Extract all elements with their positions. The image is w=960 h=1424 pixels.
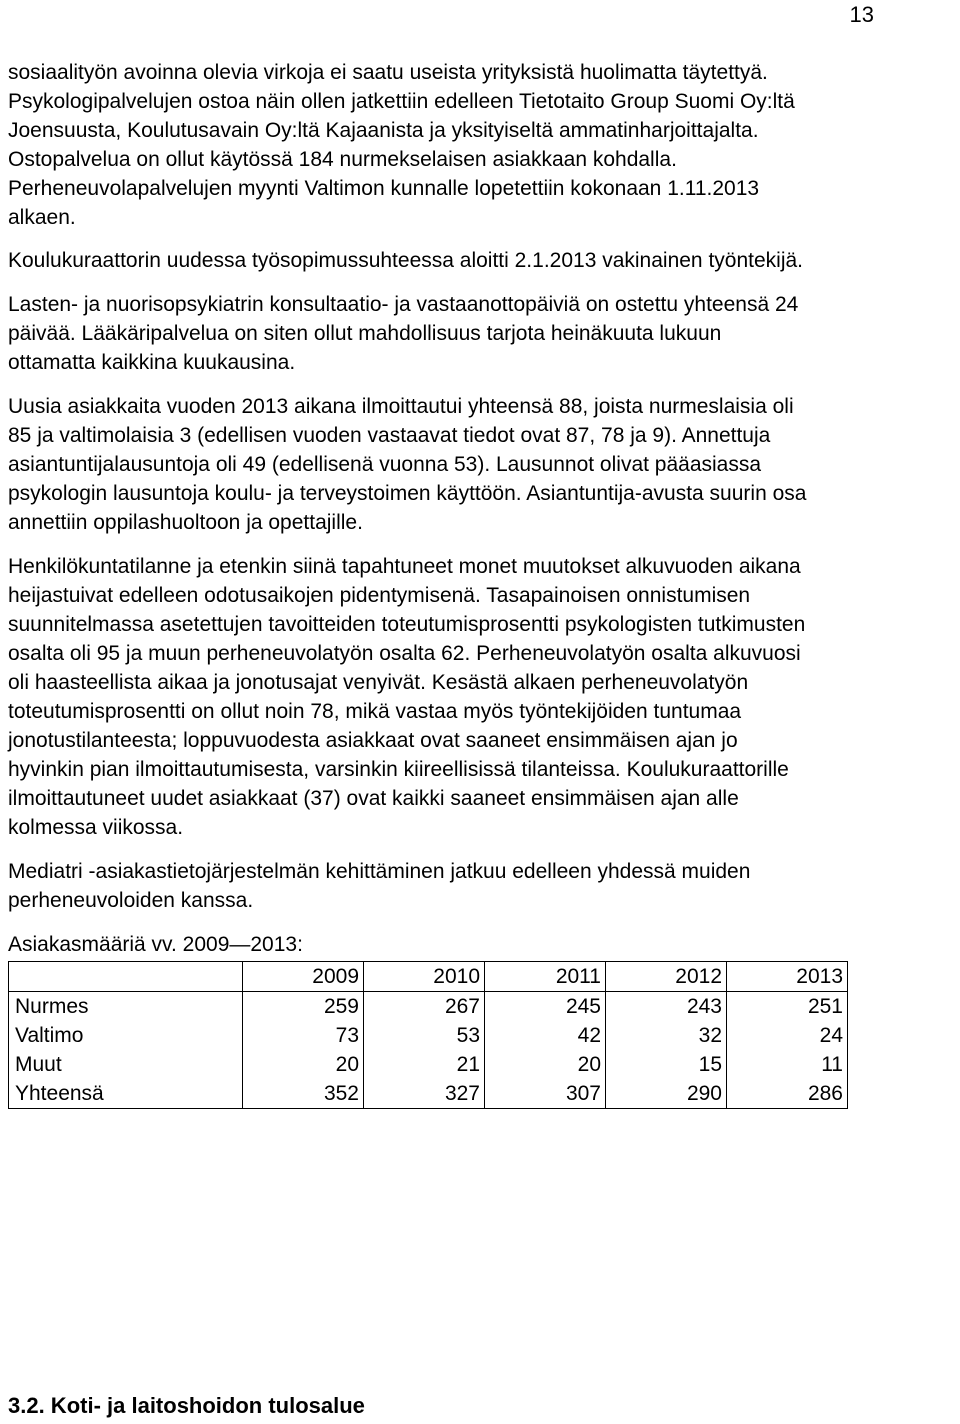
year-header: 2009 (243, 962, 364, 992)
table-cell: 352 (243, 1079, 364, 1109)
table-cell: 53 (364, 1021, 485, 1050)
table-header-row (9, 962, 848, 992)
table-cell: 259 (243, 992, 364, 1022)
table-cell: 251 (727, 992, 848, 1022)
table-row (9, 992, 848, 1022)
row-label: Valtimo (9, 1021, 243, 1050)
table-cell: 11 (727, 1050, 848, 1079)
table-row (9, 1079, 848, 1109)
paragraph-psychiatry-consultation: Lasten- ja nuorisopsykiatrin konsultaatio- ja vastaanottopäiviä on ostettu yhteensä 24 päivää. Lääkäripalvelua on siten ollut mahdollisuus tarjota heinäkuuta lukuun ottamatta kaikkina kuukausina. (8, 293, 799, 374)
paragraph-staffing: Henkilökuntatilanne ja etenkin siinä tapahtuneet monet muutokset alkuvuoden aikana heijastuivat edelleen odotusaikojen pidentymisenä. Tasapainoisen onnistumisen suunnitelmassa asetettujen tavoitteiden toteutumisprosentti psykologisten tutkimusten osalta oli 95 ja muun perheneuvolatyön osalta 62. Perheneuvolatyön osalta alkuvuosi oli haasteellista aikaa ja jonotusajat venyivät. Kesästä alkaen perheneuvolatyön toteutumisprosentti on ollut noin 78, mikä vastaa myös työntekijöiden tuntumaa jonotustilanteesta; loppuvuodesta asiakkaat ovat saaneet ensimmäisen ajan jo hyvinkin pian ilmoittautumisesta, varsinkin kiireellisissä tilanteissa. Koulukuraattorille ilmoittautuneet uudet asiakkaat (37) ovat kaikki saaneet ensimmäisen ajan alle kolmessa viikossa. (8, 555, 806, 839)
table-cell: 20 (243, 1050, 364, 1079)
document-body (8, 58, 956, 1109)
paragraph-psychology-services: sosiaalityön avoinna olevia virkoja ei saatu useista yrityksistä huolimatta täytettyä. Psykologipalvelujen ostoa näin ollen jatkettiin edelleen Tietotaito Group Suomi Oy:ltä Joensuusta, Koulutusavain Oy:ltä Kajaanista ja yksityiseltä ammatinharjoittajalta. Ostopalvelua on ollut käytössä 184 nurmekselaisen asiakkaan kohdalla. Perheneuvolapalvelujen myynti Valtimon kunnalle lopetettiin kokonaan 1.11.2013 alkaen. (8, 61, 795, 229)
year-header: 2012 (606, 962, 727, 992)
table-cell: 21 (364, 1050, 485, 1079)
table-cell: 286 (727, 1079, 848, 1109)
row-label: Nurmes (9, 992, 243, 1022)
table-cell: 327 (364, 1079, 485, 1109)
table-cell: 15 (606, 1050, 727, 1079)
table-caption: Asiakasmääriä vv. 2009—2013: (8, 933, 303, 956)
row-label: Yhteensä (9, 1079, 243, 1109)
table-cell: 24 (727, 1021, 848, 1050)
table-cell: 32 (606, 1021, 727, 1050)
table-cell: 290 (606, 1079, 727, 1109)
table-cell: 307 (485, 1079, 606, 1109)
year-header: 2010 (364, 962, 485, 992)
table-cell: 73 (243, 1021, 364, 1050)
year-header: 2011 (485, 962, 606, 992)
paragraph-school-curator: Koulukuraattorin uudessa työsopimussuhteessa aloitti 2.1.2013 vakinainen työntekijä. (8, 249, 803, 272)
table-cell: 267 (364, 992, 485, 1022)
table-cell: 245 (485, 992, 606, 1022)
table-row (9, 1021, 848, 1050)
client-counts-table (8, 961, 848, 1109)
table-cell: 243 (606, 992, 727, 1022)
table-row (9, 1050, 848, 1079)
section-heading: 3.2. Koti- ja laitoshoidon tulosalue (8, 1393, 365, 1418)
table-corner-cell (9, 962, 243, 992)
paragraph-mediatri: Mediatri -asiakastietojärjestelmän kehittäminen jatkuu edelleen yhdessä muiden perheneuvoloiden kanssa. (8, 860, 751, 912)
page-number: 13 (849, 2, 874, 27)
row-label: Muut (9, 1050, 243, 1079)
paragraph-new-clients: Uusia asiakkaita vuoden 2013 aikana ilmoittautui yhteensä 88, joista nurmeslaisia oli 85 ja valtimolaisia 3 (edellisen vuoden vastaavat tiedot ovat 87, 78 ja 9). Annettuja asiantuntijalausuntoja oli 49 (edellisenä vuonna 53). Lausunnot olivat pääasiassa psykologin lausuntoja koulu- ja terveystoimen käyttöön. Asiantuntija-avusta suurin osa annettiin oppilashuoltoon ja opettajille. (8, 395, 807, 534)
table-cell: 20 (485, 1050, 606, 1079)
table-cell: 42 (485, 1021, 606, 1050)
year-header: 2013 (727, 962, 848, 992)
